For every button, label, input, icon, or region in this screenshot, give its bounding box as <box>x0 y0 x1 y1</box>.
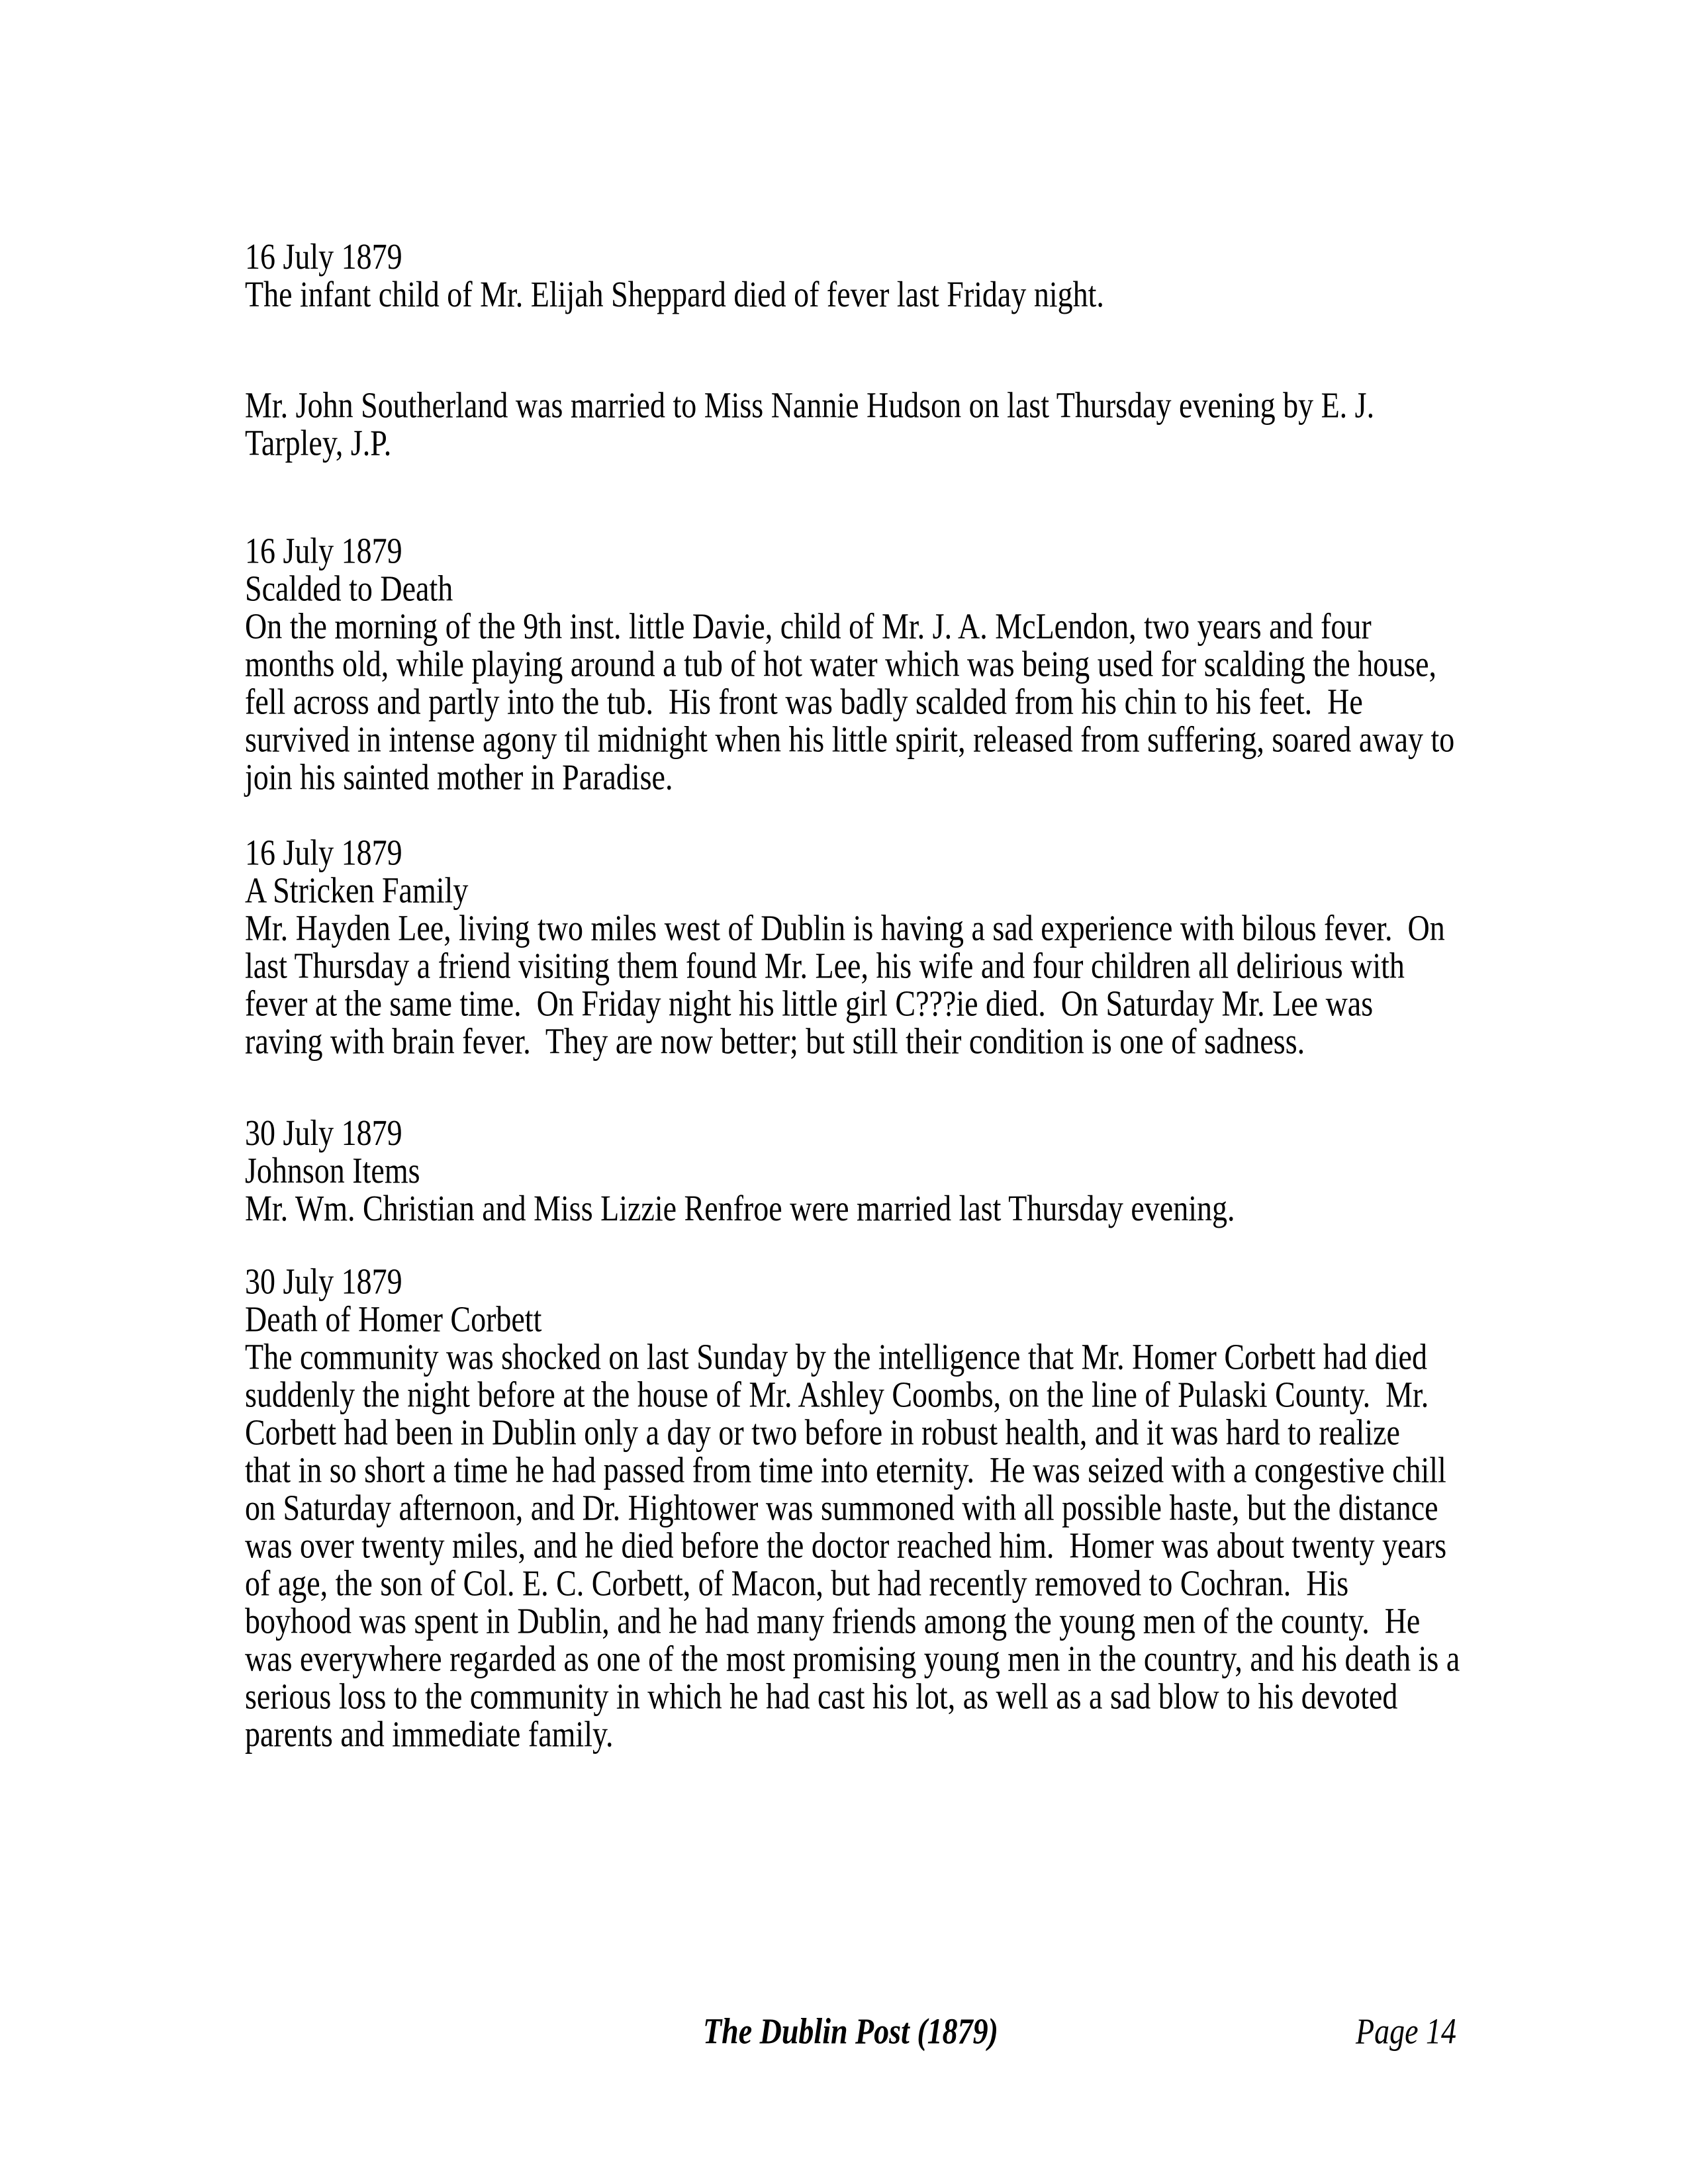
entry-scalded-to-death <box>245 532 1456 796</box>
text-line: fell across and partly into the tub. His front was badly scalded from his chin to his feet. He <box>245 681 1363 722</box>
text-line: suddenly the night before at the house of Mr. Ashley Coombs, on the line of Pulaski County. Mr. <box>245 1374 1429 1415</box>
text-line: raving with brain fever. They are now better; but still their condition is one of sadness. <box>245 1021 1305 1062</box>
text-line: parents and immediate family. <box>245 1713 614 1754</box>
entry-date: 30 July 1879 <box>245 1261 402 1302</box>
text-line: Mr. Hayden Lee, living two miles west of Dublin is having a sad experience with bilous fever. On <box>245 907 1445 948</box>
entry-johnson-items <box>245 1115 1456 1228</box>
entry-date: 16 July 1879 <box>245 530 402 571</box>
text-line: boyhood was spent in Dublin, and he had many friends among the young men of the county. He <box>245 1600 1421 1641</box>
text-line: The infant child of Mr. Elijah Sheppard died of fever last Friday night. <box>245 274 1104 314</box>
text-line: that in so short a time he had passed from time into eternity. He was seized with a congestive chill <box>245 1449 1446 1490</box>
entry-title: Johnson Items <box>245 1150 420 1191</box>
text-line: Tarpley, J.P. <box>245 422 392 463</box>
text-line: Mr. John Southerland was married to Miss Nannie Hudson on last Thursday evening by E. J. <box>245 385 1375 426</box>
entry-date: 16 July 1879 <box>245 832 402 873</box>
entry-title: Scalded to Death <box>245 568 453 609</box>
text-line: serious loss to the community in which he had cast his lot, as well as a sad blow to his devoted <box>245 1676 1398 1717</box>
text-line: survived in intense agony til midnight when his little spirit, released from suffering, soared away to <box>245 719 1455 760</box>
text-line: The community was shocked on last Sunday by the intelligence that Mr. Homer Corbett had died <box>245 1336 1427 1377</box>
footer-source-title: The Dublin Post (1879) <box>703 2011 998 2052</box>
entry-a-stricken-family <box>245 834 1456 1060</box>
text-line: on Saturday afternoon, and Dr. Hightower was summoned with all possible haste, but the distance <box>245 1487 1438 1528</box>
text-line: On the morning of the 9th inst. little Davie, child of Mr. J. A. McLendon, two years and four <box>245 606 1372 647</box>
entry-southerland-hudson-marriage <box>245 387 1456 462</box>
entry-title: A Stricken Family <box>245 870 469 911</box>
text-line: months old, while playing around a tub of hot water which was being used for scalding the house, <box>245 643 1437 684</box>
entry-date: 30 July 1879 <box>245 1113 402 1154</box>
text-line: join his sainted mother in Paradise. <box>245 756 673 797</box>
text-line: of age, the son of Col. E. C. Corbett, of Macon, but had recently removed to Cochran. His <box>245 1563 1349 1604</box>
text-line: fever at the same time. On Friday night his little girl C???ie died. On Saturday Mr. Lee was <box>245 983 1374 1024</box>
text-line: was everywhere regarded as one of the most promising young men in the country, and his death is a <box>245 1638 1460 1679</box>
text-line: last Thursday a friend visiting them found Mr. Lee, his wife and four children all delirious with <box>245 945 1405 986</box>
entry-death-of-homer-corbett <box>245 1261 1460 1754</box>
page-footer <box>245 2013 1456 2050</box>
text-line: Corbett had been in Dublin only a day or two before in robust health, and it was hard to realize <box>245 1412 1400 1453</box>
text-line: Mr. Wm. Christian and Miss Lizzie Renfroe were married last Thursday evening. <box>245 1188 1235 1229</box>
text-column <box>245 0 1460 2052</box>
entry-title: Death of Homer Corbett <box>245 1298 542 1340</box>
entry-sheppard-infant-death <box>245 238 1456 314</box>
footer-page-number: Page 14 <box>1355 2011 1456 2052</box>
text-line: was over twenty miles, and he died before the doctor reached him. Homer was about twenty years <box>245 1525 1447 1566</box>
entry-date: 16 July 1879 <box>245 236 402 277</box>
